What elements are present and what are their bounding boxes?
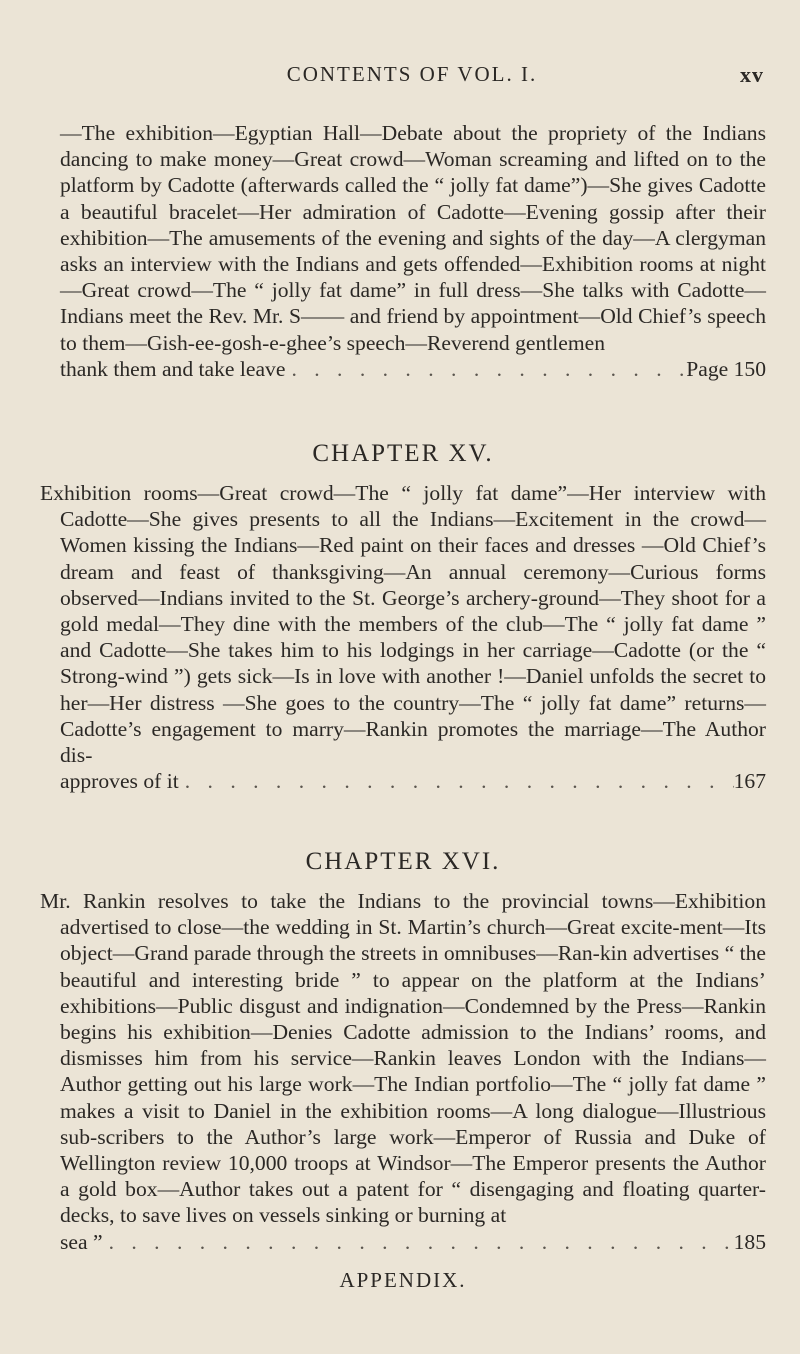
appendix-heading: APPENDIX.	[339, 1268, 467, 1292]
dot-leader	[103, 1229, 734, 1255]
chapter-heading: CHAPTER XV.	[312, 440, 494, 467]
page-reference: 167	[733, 769, 766, 794]
chapter-summary-text: Exhibition rooms—Great crowd—The “ jolly fat dame”—Her interview with Cadotte—She gives presents to all the Indians—Excitement in the crowd—Women kissing the Indians—Red paint on their faces and dresses —Old Chief’s dream and feast of thanksgiving—An annual ceremony—Curious forms observed—Indians invited to the St. George’s archery-ground—They shoot for a gold medal—They dine with the members of the club—The “ jolly fat dame ” and Cadotte—She takes him to his lodgings in her carriage—Cadotte (or the “ Strong-wind ”) gets sick—Is in love with another !—Daniel unfolds the secret to her—Her distress —She goes to the country—The “ jolly fat dame” returns—Cadotte’s engagement to marry—Rankin promotes the marriage—The Author dis-	[40, 481, 766, 768]
last-line-text: approves of it	[60, 769, 179, 794]
running-head-title: CONTENTS OF VOL. I.	[286, 62, 538, 86]
dot-leader	[285, 356, 686, 382]
page-reference: Page 150	[686, 356, 766, 381]
last-line-text: thank them and take leave	[60, 356, 286, 381]
chapter-heading: CHAPTER XVI.	[305, 848, 501, 875]
running-head	[60, 62, 764, 92]
section-continued-summary	[40, 120, 766, 382]
dot-leader	[179, 768, 734, 794]
section-summary-last-line	[40, 356, 766, 382]
chapter-summary-last-line	[40, 768, 766, 794]
chapter-summary	[40, 480, 766, 794]
chapter-summary-last-line	[40, 1229, 766, 1255]
chapter-summary	[40, 888, 766, 1255]
chapter-summary-text: Mr. Rankin resolves to take the Indians to the provincial towns—Exhibition advertised to close—the wedding in St. Martin’s church—Great excite-ment—Its object—Grand parade through the streets in omnibuses—Ran-kin advertises “ the beautiful and interesting bride ” to appear on the platform at the Indians’ exhibitions—Public disgust and indignation—Condemned by the Press—Rankin begins his exhibition—Denies Cadotte admission to the Indians’ rooms, and dismisses him from his service—Rankin leaves London with the Indians—Author getting out his large work—The Indian portfolio—The “ jolly fat dame ” makes a visit to Daniel in the exhibition rooms—A long dialogue—Illustrious sub-scribers to the Author’s large work—Emperor of Russia and Duke of Wellington review 10,000 troops at Windsor—The Emperor presents the Author a gold box—Author takes out a patent for “ disengaging and floating quarter-decks, to save lives on vessels sinking or burning at	[40, 889, 766, 1228]
last-line-text: sea ”	[60, 1229, 103, 1254]
page-number: xv	[740, 62, 764, 87]
page-reference: 185	[733, 1229, 766, 1254]
section-summary-text: —The exhibition—Egyptian Hall—Debate about the propriety of the Indians dancing to make money—Great crowd—Woman screaming and lifted on to the platform by Cadotte (afterwards called the “ jolly fat dame”)—She gives Cadotte a beautiful bracelet—Her admiration of Cadotte—Evening gossip after their exhibition—The amusements of the evening and sights of the day—A clergyman asks an interview with the Indians and gets offended—Exhibition rooms at night—Great crowd—The “ jolly fat dame” in full dress—She talks with Cadotte—Indians meet the Rev. Mr. S—— and friend by appointment—Old Chief’s speech to them—Gish-ee-gosh-e-ghee’s speech—Reverend gentlemen	[60, 121, 766, 355]
